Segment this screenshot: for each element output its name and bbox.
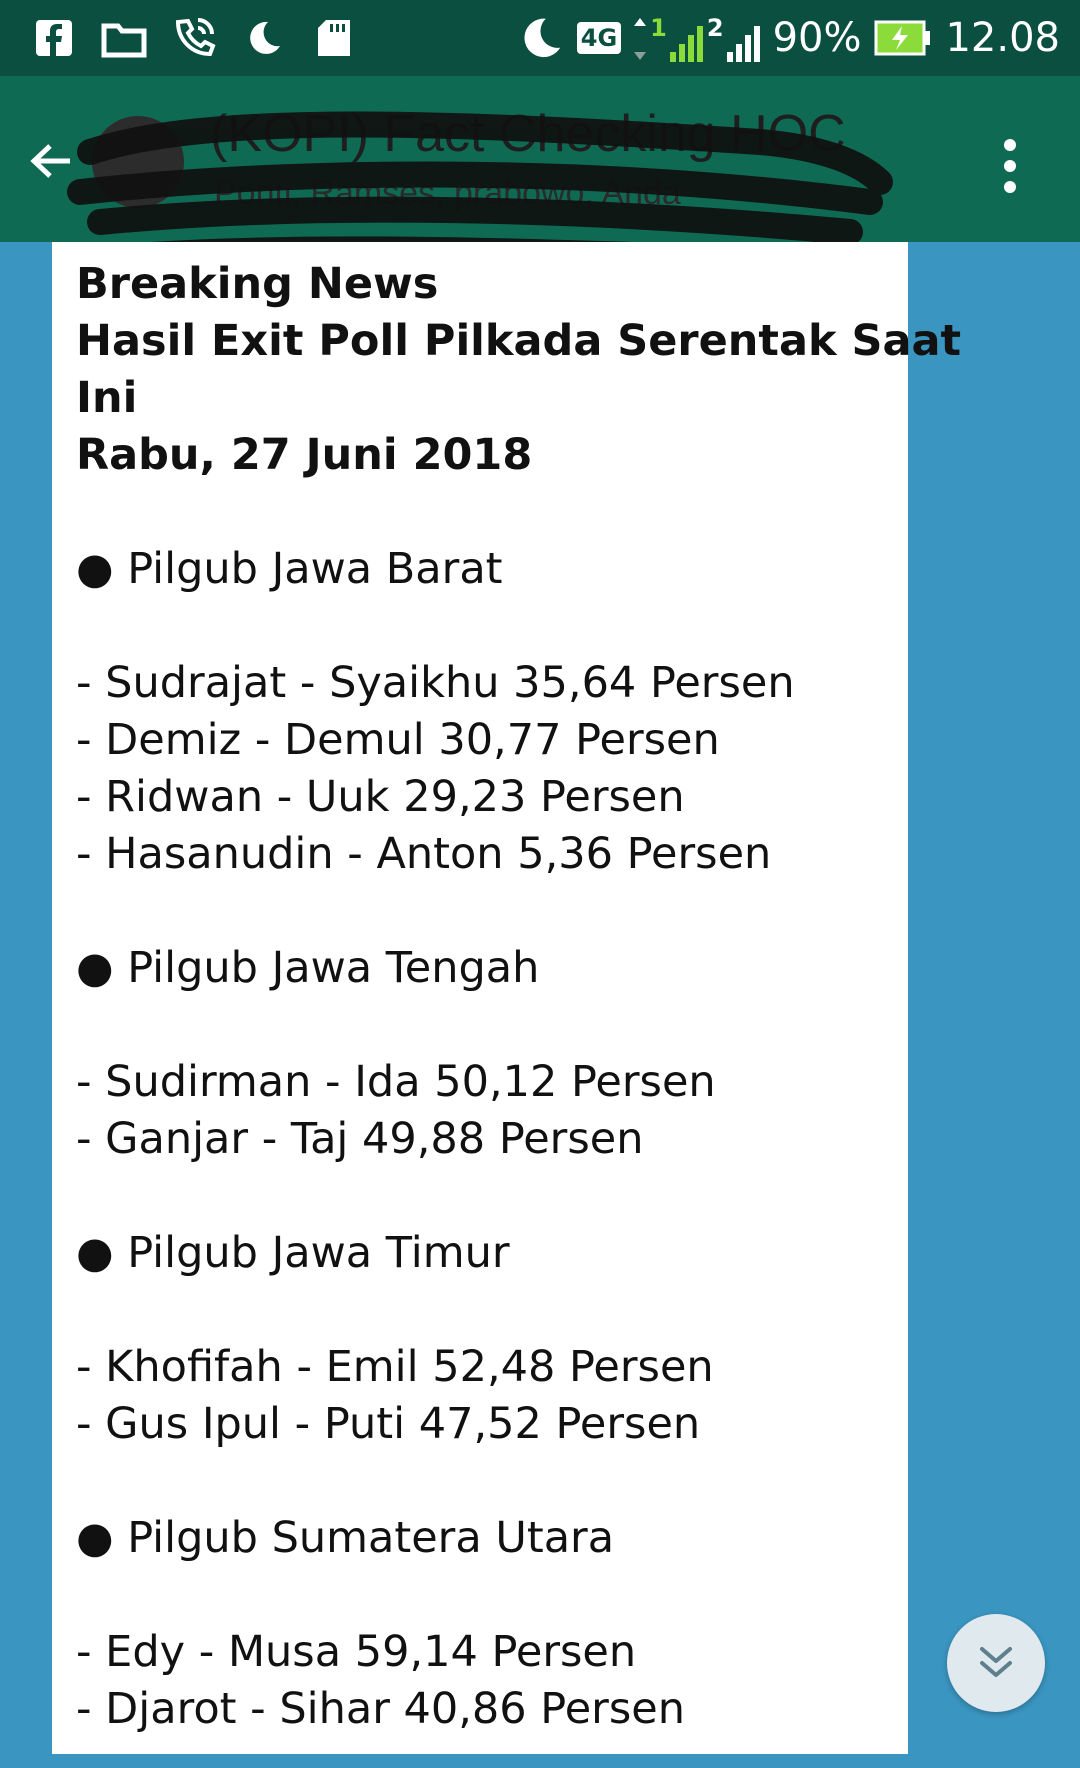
result-line: - Sudrajat - Syaikhu 35,64 Persen (76, 658, 795, 708)
overflow-menu-button[interactable] (980, 126, 1040, 206)
message-title-line1: Hasil Exit Poll Pilkada Serentak Saat (76, 316, 962, 366)
message-title-line2: Ini (76, 373, 138, 423)
chat-app-bar (0, 76, 1080, 242)
group-avatar[interactable] (92, 116, 184, 208)
result-line: - Khofifah - Emil 52,48 Persen (76, 1342, 714, 1392)
signal-icon (633, 14, 760, 62)
menu-dot (1004, 181, 1016, 193)
result-line: - Sudirman - Ida 50,12 Persen (76, 1057, 716, 1107)
clock: 12.08 (945, 15, 1060, 61)
result-line: - Hasanudin - Anton 5,36 Persen (76, 829, 772, 879)
facebook-icon (30, 14, 78, 62)
section-heading: ● Pilgub Jawa Barat (76, 544, 503, 594)
network-type: 4G (577, 22, 621, 54)
result-line: - Demiz - Demul 30,77 Persen (76, 715, 720, 765)
battery-percent: 90% (772, 15, 862, 61)
menu-dot (1004, 139, 1016, 151)
message-text (76, 256, 962, 1738)
result-line: - Edy - Musa 59,14 Persen (76, 1627, 637, 1677)
scroll-to-bottom-button[interactable] (947, 1614, 1045, 1712)
sd-card-icon (310, 14, 358, 62)
back-button[interactable] (16, 126, 86, 196)
battery-charging-icon (873, 14, 933, 62)
result-line: - Ridwan - Uuk 29,23 Persen (76, 772, 685, 822)
section-heading: ● Pilgub Jawa Tengah (76, 943, 540, 993)
moon-icon (240, 14, 288, 62)
double-chevron-down-icon (974, 1641, 1018, 1685)
result-line: - Djarot - Sihar 40,86 Persen (76, 1684, 685, 1734)
message-headline: Breaking News (76, 259, 439, 309)
sim2-label: 2 (706, 14, 724, 42)
chat-subtitle: Ponti, Ramses, prabowo, Anda (214, 174, 681, 212)
menu-dot (1004, 160, 1016, 172)
result-line: - Ganjar - Taj 49,88 Persen (76, 1114, 644, 1164)
result-line: - Gus Ipul - Puti 47,52 Persen (76, 1399, 701, 1449)
moon-icon (517, 14, 565, 62)
section-heading: ● Pilgub Jawa Timur (76, 1228, 510, 1278)
folder-icon (100, 14, 148, 62)
status-bar (0, 0, 1080, 76)
section-heading: ● Pilgub Sumatera Utara (76, 1513, 615, 1563)
chat-title[interactable]: (KOPI) Fact Checking HOC (210, 105, 846, 163)
message-bubble[interactable] (52, 242, 962, 1754)
call-wifi-icon (170, 14, 218, 62)
arrow-left-icon (26, 136, 76, 186)
message-date: Rabu, 27 Juni 2018 (76, 430, 533, 480)
sim1-label: 1 (650, 14, 667, 42)
